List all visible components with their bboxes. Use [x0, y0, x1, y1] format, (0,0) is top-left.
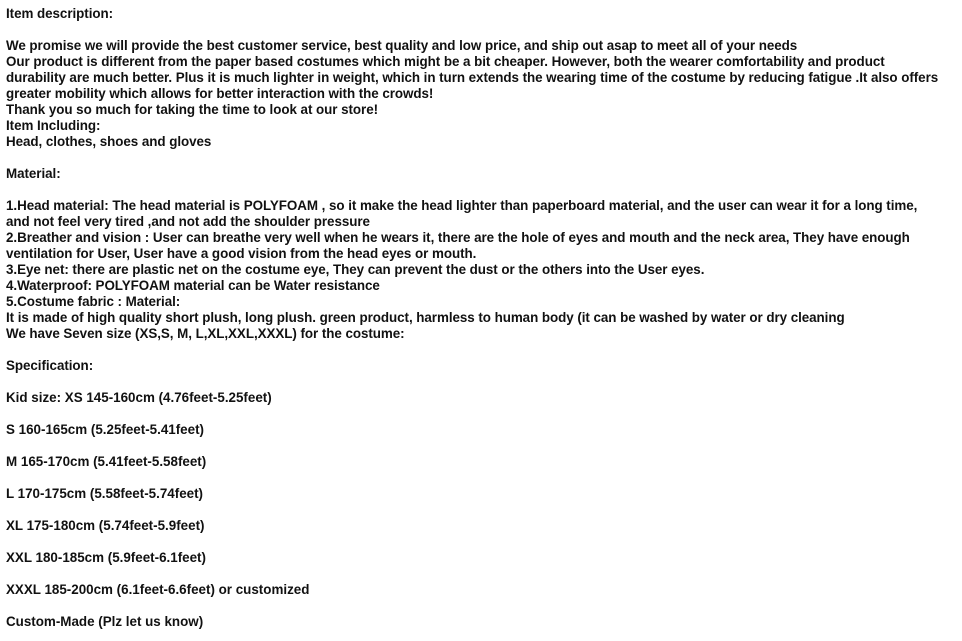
spacer: [6, 150, 956, 166]
material-line: 2.Breather and vision : User can breathe very well when he wears it, there are the hole of eyes and mouth and the neck area, They have enough: [6, 230, 910, 245]
size-line: XL 175-180cm (5.74feet-5.9feet): [6, 518, 205, 533]
document-body: [6, 6, 956, 630]
spacer: [6, 406, 956, 422]
material-line: and not feel very tired ,and not add the shoulder pressure: [6, 214, 370, 229]
description-line: durability are much better. Plus it is much lighter in weight, which in turn extends the wearing time of the costume by reducing fatigue .It also offers: [6, 70, 939, 85]
description-line: Head, clothes, shoes and gloves: [6, 134, 212, 149]
item-description-heading: Item description:: [6, 6, 114, 21]
size-line: S 160-165cm (5.25feet-5.41feet): [6, 422, 204, 437]
spacer: [6, 470, 956, 486]
spacer: [6, 438, 956, 454]
material-line: It is made of high quality short plush, long plush. green product, harmless to human body (it can be washed by water or dry cleaning: [6, 310, 845, 325]
spacer: [6, 502, 956, 518]
description-line: greater mobility which allows for better interaction with the crowds!: [6, 86, 434, 101]
material-line: ventilation for User, User have a good vision from the head eyes or mouth.: [6, 246, 477, 261]
spacer: [6, 374, 956, 390]
description-line: Thank you so much for taking the time to look at our store!: [6, 102, 379, 117]
size-line: Kid size: XS 145-160cm (4.76feet-5.25feet): [6, 390, 272, 405]
spacer: [6, 598, 956, 614]
spacer: [6, 182, 956, 198]
size-line: M 165-170cm (5.41feet-5.58feet): [6, 454, 207, 469]
material-line: We have Seven size (XS,S, M, L,XL,XXL,XXXL) for the costume:: [6, 326, 405, 341]
material-line: 4.Waterproof: POLYFOAM material can be Water resistance: [6, 278, 380, 293]
size-line: Custom-Made (Plz let us know): [6, 614, 204, 629]
size-line: L 170-175cm (5.58feet-5.74feet): [6, 486, 204, 501]
description-line: We promise we will provide the best customer service, best quality and low price, and ship out asap to meet all of your needs: [6, 38, 798, 53]
description-line: Item Including:: [6, 118, 101, 133]
material-heading: Material:: [6, 166, 61, 181]
material-line: 3.Eye net: there are plastic net on the costume eye, They can prevent the dust or the others into the User eyes.: [6, 262, 705, 277]
specification-heading: Specification:: [6, 358, 94, 373]
size-line: XXL 180-185cm (5.9feet-6.1feet): [6, 550, 206, 565]
spacer: [6, 534, 956, 550]
description-line: Our product is different from the paper based costumes which might be a bit cheaper. However, both the wearer comfortability and product: [6, 54, 885, 69]
material-line: 1.Head material: The head material is POLYFOAM , so it make the head lighter than paperboard material, and the user can wear it for a long time,: [6, 198, 918, 213]
spacer: [6, 566, 956, 582]
spacer: [6, 22, 956, 38]
material-line: 5.Costume fabric : Material:: [6, 294, 181, 309]
spacer: [6, 342, 956, 358]
size-line: XXXL 185-200cm (6.1feet-6.6feet) or customized: [6, 582, 310, 597]
